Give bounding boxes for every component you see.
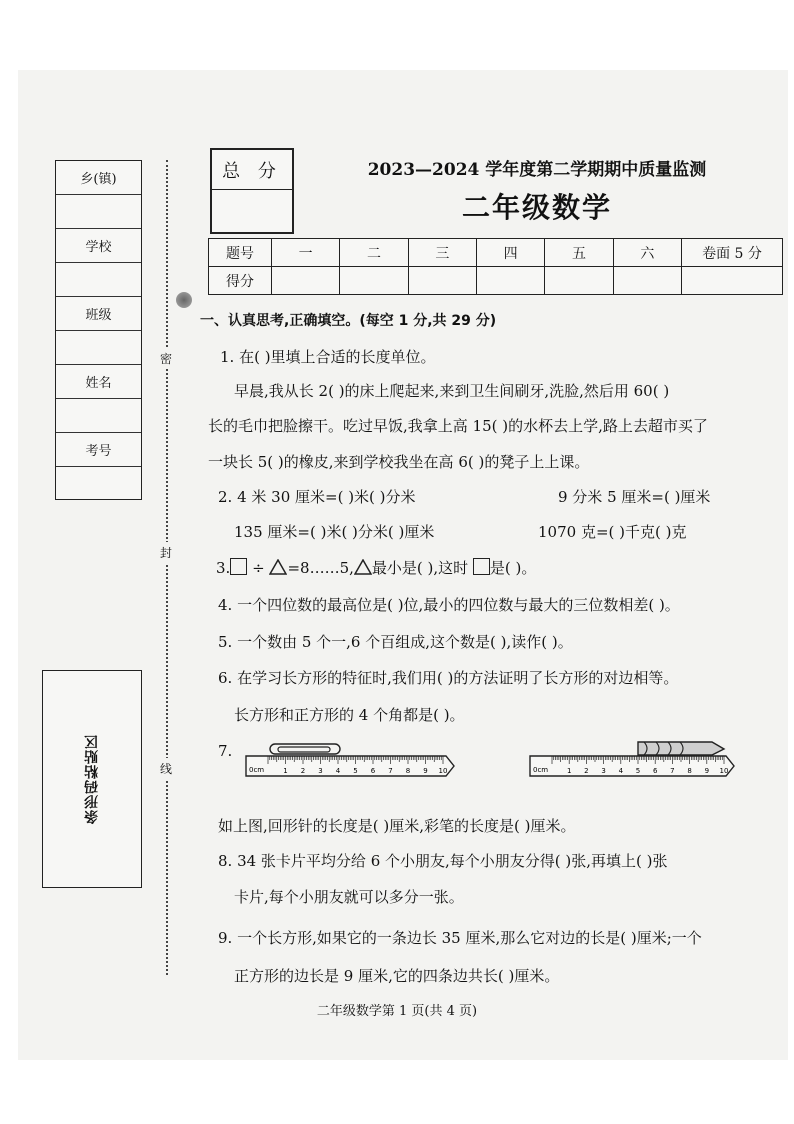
seal-line [166, 160, 168, 975]
ruler [246, 744, 454, 776]
score-header-cell: 三 [408, 239, 476, 267]
question-3 [216, 557, 536, 578]
score-row-label: 得分 [209, 267, 272, 295]
ruler-tick-label: 6 [652, 767, 658, 775]
ruler-tick-label: 3 [318, 767, 323, 775]
question-8-line-2: 卡片,每个小朋友就可以多分一张。 [234, 888, 464, 906]
total-score-field[interactable] [212, 190, 292, 230]
ruler-tick-label: 7 [388, 767, 393, 775]
info-field-town[interactable] [56, 195, 141, 229]
triangle-icon [354, 559, 372, 575]
question-7: 7. [218, 742, 233, 760]
score-table [208, 238, 783, 295]
ruler-unit-label: 0cm [533, 766, 549, 774]
question-8-line-1: 8. 34 张卡片平均分给 6 个小朋友,每个小朋友分得( )张,再填上( )张 [218, 852, 668, 870]
question-2-b: 9 分米 5 厘米=( )厘米 [558, 488, 711, 506]
ruler-tick-label: 8 [405, 767, 411, 775]
ruler-tick-label: 9 [423, 767, 428, 775]
info-field-exam-number[interactable] [56, 467, 141, 501]
seal-char-feng: 封 [160, 542, 172, 563]
score-header-cell: 五 [545, 239, 613, 267]
square-icon [473, 558, 490, 575]
ruler-tick-label: 4 [618, 767, 624, 775]
ruler-tick-label: 1 [283, 767, 288, 775]
score-cell[interactable] [613, 267, 681, 295]
ruler-tick-label: 7 [670, 767, 675, 775]
question-4: 4. 一个四位数的最高位是( )位,最小的四位数与最大的三位数相差( )。 [218, 596, 680, 614]
question-3-number: 3. [216, 559, 231, 577]
question-2-d: 1070 克=( )千克( )克 [538, 523, 687, 541]
page-footer: 二年级数学第 1 页(共 4 页) [316, 1004, 478, 1019]
info-label-town: 乡(镇) [56, 161, 141, 195]
score-table-score-row [209, 267, 783, 295]
score-cell[interactable] [682, 267, 783, 295]
question-6-line-1: 6. 在学习长方形的特征时,我们用( )的方法证明了长方形的对边相等。 [218, 669, 679, 687]
divide-sign: ÷ [252, 559, 265, 577]
question-1-line-1: 早晨,我从长 2( )的床上爬起来,来到卫生间刷牙,洗脸,然后用 60( ) [234, 382, 670, 400]
ruler-paperclip-figure [244, 740, 460, 780]
square-icon [230, 558, 247, 575]
info-label-exam-number: 考号 [56, 433, 141, 467]
info-label-class: 班级 [56, 297, 141, 331]
info-field-school[interactable] [56, 263, 141, 297]
ruler-tick-label: 2 [584, 767, 589, 775]
info-label-name: 姓名 [56, 365, 141, 399]
seal-char-mi: 密 [160, 348, 172, 369]
ruler-tick-label: 10 [719, 767, 729, 775]
score-cell[interactable] [545, 267, 613, 295]
question-1-line-3: 一块长 5( )的橡皮,来到学校我坐在高 6( )的凳子上上课。 [208, 453, 590, 471]
subject-title: 二年级数学 [461, 191, 612, 224]
binding-hole [176, 292, 192, 308]
question-9-line-2: 正方形的边长是 9 厘米,它的四条边共长( )厘米。 [234, 967, 560, 985]
score-header-cell: 卷面 5 分 [682, 239, 783, 267]
question-7-line-2: 如上图,回形针的长度是( )厘米,彩笔的长度是( )厘米。 [218, 817, 576, 835]
info-label-school: 学校 [56, 229, 141, 263]
ruler-crayon-figure [528, 736, 738, 780]
ruler-tick-label: 5 [635, 767, 641, 775]
ruler-tick-label: 2 [300, 767, 306, 775]
ruler-tick-label: 10 [438, 767, 448, 775]
score-table-header-row [209, 239, 783, 267]
total-score-box [210, 148, 294, 234]
ruler-tick-label: 5 [353, 767, 358, 775]
score-cell[interactable] [476, 267, 544, 295]
exam-title: 2023—2024 学年度第二学期期中质量监测 [367, 160, 707, 180]
ruler-tick-label: 9 [704, 767, 710, 775]
score-header-cell: 四 [476, 239, 544, 267]
barcode-label: 条形码粘贴区 [84, 734, 100, 824]
score-cell[interactable] [408, 267, 476, 295]
score-header-cell: 六 [613, 239, 681, 267]
ruler-tick-label: 8 [687, 767, 692, 775]
total-score-label: 总 分 [212, 150, 292, 190]
seal-char-xian: 线 [160, 758, 172, 779]
question-1: 1. 在( )里填上合适的长度单位。 [220, 348, 436, 366]
score-header-cell: 一 [272, 239, 340, 267]
ruler-tick-label: 4 [335, 767, 341, 775]
question-1-line-2: 长的毛巾把脸擦干。吃过早饭,我拿上高 15( )的水杯去上学,路上去超市买了 [208, 417, 708, 435]
ruler-tick-label: 6 [370, 767, 376, 775]
score-cell[interactable] [340, 267, 408, 295]
ruler-unit-label: 0cm [249, 766, 265, 774]
student-info-box [55, 160, 142, 500]
question-5: 5. 一个数由 5 个一,6 个百组成,这个数是( ),读作( )。 [218, 633, 573, 651]
question-9-line-1: 9. 一个长方形,如果它的一条边长 35 厘米,那么它对边的长是( )厘米;一个 [218, 929, 702, 947]
info-field-name[interactable] [56, 399, 141, 433]
info-field-class[interactable] [56, 331, 141, 365]
paperclip-inner-loop [278, 747, 330, 752]
barcode-area [42, 670, 142, 888]
question-2-a: 2. 4 米 30 厘米=( )米( )分米 [218, 488, 416, 506]
question-2-c: 135 厘米=( )米( )分米( )厘米 [234, 523, 435, 541]
ruler [530, 742, 734, 776]
score-header-cell: 题号 [209, 239, 272, 267]
triangle-icon [269, 559, 287, 575]
question-3-equation: =8……5, [287, 559, 354, 577]
section-1-title: 一、认真思考,正确填空。(每空 1 分,共 29 分) [200, 313, 497, 329]
question-6-line-2: 长方形和正方形的 4 个角都是( )。 [234, 706, 465, 724]
score-header-cell: 二 [340, 239, 408, 267]
question-3-text: 最小是( ),这时 [371, 559, 469, 577]
ruler-tick-label: 3 [601, 767, 606, 775]
ruler-tick-label: 1 [566, 767, 572, 775]
question-3-end: 是( )。 [489, 559, 537, 577]
score-cell[interactable] [272, 267, 340, 295]
